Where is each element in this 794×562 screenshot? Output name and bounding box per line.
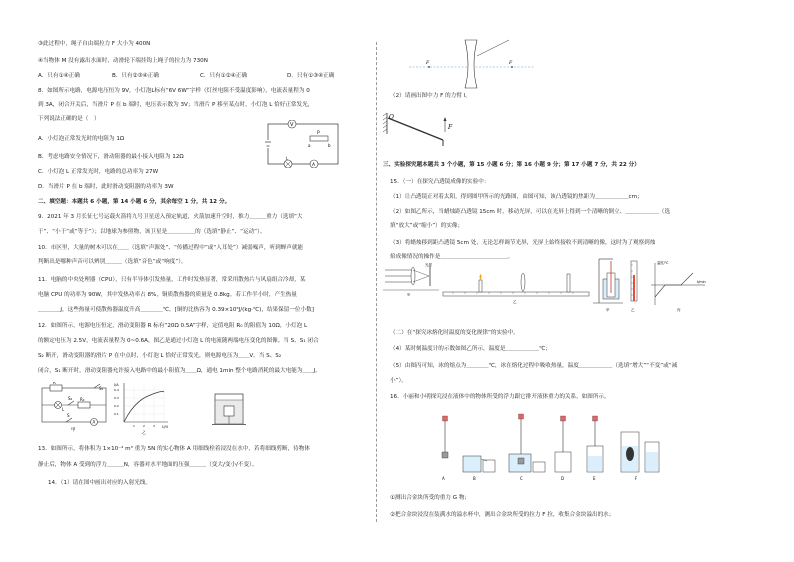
graph-y-label: I/A: [114, 383, 119, 387]
figure-yi-label: 乙: [513, 300, 517, 304]
figure-jia-label: 甲: [407, 293, 411, 296]
y-tick: 0.4: [114, 388, 119, 392]
x-tick: 3: [153, 424, 155, 428]
left-column: [0, 0, 375, 562]
q12-l-label: L: [62, 407, 65, 412]
convex-lens: [411, 267, 415, 285]
screen-label: 光屏: [425, 263, 432, 267]
concave-lens: [465, 40, 477, 88]
q15-line-1: （1）让凸透镜正对着太阳，得到图甲所示的光路图，由图可知，该凸透镜的焦距为＿＿＿＿＿＿cm；: [390, 194, 643, 200]
right-column: [379, 0, 794, 562]
panel-a-label: A: [442, 476, 445, 481]
q8-line-2: 到 3A，闭合开关后，当滑片 P 在 b 端时，电压表示数为 3V；当滑片 P 移至某点时，小灯泡 L 恰好正常发光，: [38, 102, 314, 108]
q15-optical-bench-figure: [441, 266, 591, 306]
y-tick: 0.1: [114, 412, 119, 416]
flame: [480, 274, 482, 280]
end-a-label: a: [308, 143, 311, 148]
panel-c-label: C: [520, 476, 523, 481]
q7-item-4: ④当物体 M 没有露出水面时，动滑轮下端挂钩上绳子的拉力为 730N: [38, 58, 208, 64]
q7-option-b: B．只有②③④正确: [112, 73, 159, 79]
column-divider: [376, 42, 377, 522]
q8-circuit-figure: [262, 120, 344, 168]
q8-line-3: 下列说法正确的是（ ）: [38, 116, 100, 122]
q12-line-3: S₂ 断开，滑动变阻器的滑片 P 在中点时，小灯泡 L 恰好正常发光，则电源电压为＿＿V。当 S、S₂: [38, 353, 282, 359]
time-axis-label: t/min: [697, 280, 706, 284]
q12-r-label: R: [53, 382, 56, 385]
q15-line-2: （2）如图乙所示，当蜡烛距凸透镜 15cm 时，移动光屏，可以在光屏上得到一个清晰的倒立、＿＿＿＿＿＿（选: [390, 209, 671, 215]
q10-line-1: 10．市区里，大量的树木可以在＿＿（选填“声源处”、“传播过程中”或“人耳处”）减弱噪声，听到蝉声就能: [38, 245, 304, 251]
q7-option-c: C．只有①②④正确: [200, 73, 247, 79]
panel-d: [555, 416, 571, 481]
q9-line-1: 9．2021 年 3 月长征七号运载火箭将九号卫星送入预定轨道，火箭加速升空时，推力＿＿＿重力（选填“大: [38, 214, 303, 220]
q11-line-2: 电脑 CPU 的功率为 90W，其中发热功率占 8%，铜质散热器的质量是 0.8kg。若工作半小时，产生热量: [38, 292, 297, 298]
q12-line-4: 闭合，S₁ 断开时，滑动变阻器允许接入电路中的最小阻值为＿＿Ω，通电 1min 整个电路消耗的最大电能为＿＿J。: [38, 368, 321, 374]
q12-s-label: S: [67, 413, 70, 418]
figure-jia-2-label: 甲: [606, 308, 610, 312]
section-2-heading: 二、填空题：本题共 6 小题，第 14 小题 6 分，其余每空 1 分，共 12 分。: [38, 199, 231, 205]
panel-f: [621, 432, 659, 481]
q8-option-c: C．小灯泡 L 正常发光时，电路的总功率为 27W: [38, 169, 159, 175]
candle: [479, 280, 482, 292]
q15-line-4: （3）将蜡烛移到距凸透镜 5cm 处，无论怎样调节光屏，光屏上始终接收不到清晰的像，这时为了观察到烛: [390, 240, 656, 246]
temp-axis-label: 温度/℃: [657, 261, 669, 265]
q7-option-a: A．只有①④正确: [38, 73, 80, 79]
block-a: [224, 406, 234, 416]
end-b-label: b: [328, 143, 331, 148]
graph-caption: 乙: [142, 430, 146, 435]
q12-circuit-figure: [38, 382, 110, 432]
focus-left-label: F: [426, 61, 430, 66]
force-label: F: [448, 124, 453, 131]
q15-part2-line-3: （5）由图丙可知，冰的熔点为＿＿＿＿℃，冰在熔化过程中吸收热量，温度＿＿＿＿＿＿（选填“增大”“不变”或“减: [390, 363, 678, 369]
graph-x-label: U/V: [162, 425, 169, 429]
panel-b: [463, 456, 495, 481]
panel-b-label: B: [473, 476, 476, 481]
q11-line-1: 11．电脑的中央处理器（CPU），只有半导体引发热量，工作时发热显著，常采用散热片与风扇组合冷却，某: [38, 277, 306, 283]
q12-line-1: 12．如图所示，电源电压恒定，滑动变阻器 R 标有“20Ω 0.5A”字样，定值电阻 R₀ 的阻值为 10Ω，小灯泡 L: [38, 323, 308, 329]
bench-lens: [521, 273, 525, 291]
y-tick: 0.3: [114, 396, 119, 400]
q11-line-3: ＿＿＿＿J，这些热量可使散热器温度升高＿＿＿＿℃。[铜的比热容为 0.39×10³J/(kg·℃)，结果保留一位小数]: [38, 307, 314, 313]
q12-line-2: 的额定电压为 2.5V，电流表量程为 0~0.6A，图乙是通过小灯泡 L 的电流随两端电压变化的图像。当 S、S₁ 闭合: [38, 338, 319, 344]
figure-bing-label: 丙: [677, 308, 681, 312]
q15-line-5: 焰成像情况的操作是＿＿＿＿＿＿＿＿＿＿＿＿。: [390, 254, 514, 260]
q8-option-b: B．考虑电路安全情况下，滑动阻器的最小接入电阻为 12Ω: [38, 154, 184, 160]
q7-item-3: ③此过程中，绳子自由端拉力 F 大小为 400N: [38, 41, 151, 47]
q13-line-1: 13．如图所示，将体积为 1×10⁻⁴ m³ 重为 5N 的实心物体 A 用细线栓着浸没在水中，若将细线剪断，待物体: [38, 446, 310, 452]
q8-option-d: D．当滑片 P 在 b 端时，此时滑动变阻器的功率为 3W: [38, 184, 174, 190]
slider-label: P: [317, 131, 320, 136]
q15-sun-lens-figure: [383, 262, 439, 296]
pivot-label: O: [389, 114, 394, 121]
q16-buoyancy-figure: [435, 412, 667, 484]
q16-step-1: ①测出合金块所受的重力 G 物；: [390, 495, 471, 501]
q12-s1-label: S₁: [99, 386, 104, 391]
q13-beaker-figure: [212, 386, 246, 428]
y-tick: 0.2: [114, 404, 119, 408]
q12-s2-label: S₂: [68, 396, 73, 401]
focus-right-label: F: [509, 61, 513, 66]
panel-d-label: D: [561, 476, 565, 481]
ammeter-label: A: [312, 163, 316, 168]
panel-f-label: F: [635, 476, 638, 481]
q15-part2-line-2: （4）某时刻温度计的示数如图乙所示，温度是＿＿＿＿＿＿℃；: [390, 346, 551, 352]
q14-part-1: 14．（1）请在图中画出对应的入射光线。: [48, 480, 151, 486]
q8-option-a: A．小灯泡正常发光时的电阻为 1Ω: [38, 136, 125, 142]
figure-yi-2-label: 乙: [631, 308, 635, 312]
q14-part-2: （2）请画出图中力 F 的力臂 l。: [390, 93, 471, 99]
voltmeter-label: V: [290, 122, 294, 128]
panel-c: [509, 414, 545, 481]
panel-e-label: E: [593, 476, 596, 481]
q16-title: 16．小丽和小明探究浸在液体中的物体所受的浮力跟它排开液体重力的关系，如图所示。: [390, 394, 610, 400]
q16-step-2: ②把合金块浸没在装满水的溢水杯中，测出合金块所受的拉力 F 拉，收集合金块溢出的水；: [390, 512, 615, 518]
lever-figure: [383, 110, 465, 152]
q12-iu-graph: [112, 380, 174, 436]
q15-title: 15．（一）在探究凸透镜成像的实验中：: [390, 179, 490, 185]
panel-e: [587, 416, 603, 481]
x-tick: 2: [143, 424, 145, 428]
section-3-heading: 三、实验探究题本题共 3 个小题，第 15 小题 6 分；第 16 小题 9 分；第 17 小题 7 分，共 22 分）: [383, 162, 640, 168]
q12-r0-label: R₀: [80, 397, 85, 402]
q15-part2-line-1: （二）在“探究冰熔化时温度的变化规律”的实验中。: [390, 330, 519, 336]
q15-part2-line-4: 小”）。: [390, 378, 407, 384]
panel-a: [442, 416, 448, 481]
q12-a-label: A: [92, 419, 96, 425]
lamp-label: L: [286, 156, 289, 161]
q12-circuit-caption: 甲: [71, 428, 76, 432]
q8-line-1: 8．如图所示电路，电源电压恒为 9V，小灯泡L标有“6V 6W”字样（灯丝电阻不受温度影响），电流表量程为 0: [38, 88, 310, 94]
q7-option-d: D．只有①③④正确: [287, 73, 335, 79]
q9-line-2: 于”、“小于”或“等于”）；以地球为参照物，该卫星是＿＿＿＿＿的（选填“静止”、“运动”）。: [38, 229, 266, 235]
concave-lens-figure: [409, 36, 539, 92]
q15-ice-melting-figure: [593, 255, 713, 313]
x-tick: 1: [133, 424, 135, 428]
q13-line-2: 静止后，物体 A 受到的浮力＿＿＿N，容器对水平地面的压强＿＿＿（变大/变小/不变）。: [38, 462, 258, 468]
q10-line-2: 判断出是哪种声音可以辨别＿＿＿（选填“音色”或“响度”）。: [38, 259, 187, 265]
graph-grid: [124, 386, 164, 422]
lever-bar: [388, 118, 443, 140]
bench-screen: [567, 274, 570, 292]
q15-line-3: 填“放大”或“缩小”）的实像；: [390, 223, 464, 229]
